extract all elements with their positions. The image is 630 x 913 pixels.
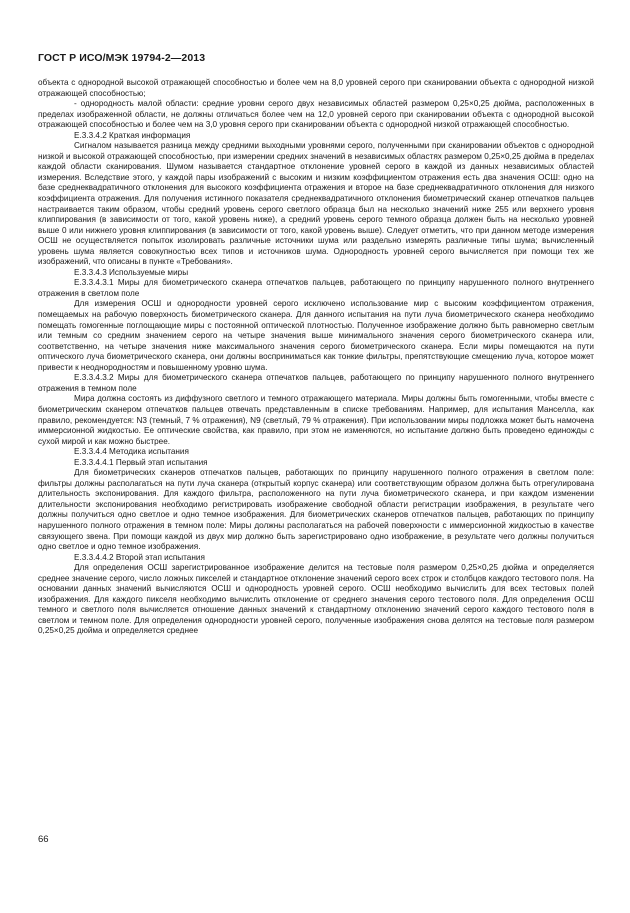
page-number: 66: [38, 834, 49, 845]
paragraph: Мира должна состоять из диффузного светлого и темного отражающего материала. Миры должны быть гомогенными, чтобы вместе с биометрическим сканером отпечатков пальцев отвечать представленным в списке требованиям. Например, для испытания Манселла, как правило, рекомендуется: N3 (темный, 7 % отражения), N9 (светлый, 79 % отражения). При использовании миры подложка может быть намочена иммерсионной жидкостью. Ее оптические свойства, как правило, при этом не изменяются, но испытание должно быть проведено единожды с сухой мирой и как можно быстрее.: [38, 394, 594, 446]
section-heading: Е.3.3.4.4 Методика испытания: [74, 447, 189, 457]
section-heading: Е.3.3.4.4.2 Второй этап испытания: [74, 552, 205, 562]
paragraph: объекта с однородной высокой отражающей способностью и более чем на 8,0 уровней серого при сканировании объекта с однородной низкой отражающей способностью;: [38, 78, 594, 98]
document-body: [38, 78, 594, 637]
paragraph: Для биометрических сканеров отпечатков пальцев, работающих по принципу нарушенного полного отражения в светлом поле: фильтры должны располагаться на пути луча сканера (открытый корпус сканера) или соответствующим образом должна быть отрегулирована длительность экспонирования. Для каждого фильтра, расположенного на пути луча биометрического сканера, и при каждом изменении длительности экспонирования необходимо регистрировать изображение свободной области регистрации изображения, в результате чего должны получиться одно светлое и одно темное изображения. Для биометрических сканеров отпечатков пальцев, работающих по принципу нарушенного полного отражения в темном поле: Миры должны располагаться на рабочей поверхности с иммерсионной жидкостью в качестве связующего звена. При помощи каждой из двух мир должно быть зарегистрировано одно изображение, в результате чего должны получиться одно светлое и одно темное изображения.: [38, 468, 594, 552]
paragraph: Для определения ОСШ зарегистрированное изображение делится на тестовые поля размером 0,25×0,25 дюйма и определяется среднее значение серого, число ложных пикселей и стандартное отклонение значений серого всех строк и столбцов каждого тестового поля. На основании данных значений вычисляются ОСШ и однородность уровней серого. ОСШ необходимо вычислить для всех тестовых полей изображения. Для каждого пикселя необходимо вычислить отклонение от среднего значения серого тестового поля. Для определения ОСШ темного и светлого поля вычисляется отношение данных значений к стандартному отклонению значений серого каждого тестового поля в светлом и темном поле. Для определения однородности уровней серого, полученные изображения снова делятся на тестовые поля размером 0,25×0,25 дюйма и определяется среднее: [38, 563, 594, 636]
section-heading: Е.3.3.4.3 Используемые миры: [74, 267, 189, 277]
subsection-heading: Е.3.3.4.3.2 Миры для биометрического сканера отпечатков пальцев, работающего по принципу нарушенного полного внутреннего отражения в темном поле: [38, 373, 594, 393]
paragraph: Для измерения ОСШ и однородности уровней серого исключено использование мир с высоким коэффициентом отражения, помещаемых на рабочую поверхность биометрического сканера. Для данного испытания на пути луча биометрического сканера необходимо помещать гомогенные поглощающие миры с постоянной оптической плотностью. Полученное изображение должно быть равномерно светлым или темным со средним значением серого на четыре значения выше минимального значения серого биометрического сканера или, соответственно, на четыре значения ниже максимального значения серого биометрического сканера. Если миры помещаются на пути оптического луча биометрического сканера, они должны восприниматься как тонкие фильтры, препятствующие смещению луча, которое может привести к неоднородностям и повышенному уровню шума.: [38, 299, 594, 372]
section-heading: Е.3.3.4.4.1 Первый этап испытания: [74, 457, 208, 467]
section-heading: Е.3.3.4.2 Краткая информация: [74, 130, 191, 140]
document-header: ГОСТ Р ИСО/МЭК 19794-2—2013: [38, 52, 206, 64]
paragraph: Сигналом называется разница между средними выходными уровнями серого, полученными при сканировании объектов с однородной низкой и высокой отражающей способностью, при измерении средних значений в независимых областях размером 0,25×0,25 дюйма в пределах каждой области сканирования. Шумом называется стандартное отклонение уровней серого в каждой из данных независимых областей измерения. Вследствие этого, у каждой пары изображений с высоким и низким коэффициентом отражения есть два значения ОСШ: одно на базе среднеквадратичного отклонения для высокого коэффициента отражения и второе на базе среднеквадратичного отклонения для низкого коэффициента отражения. Для получения истинного показателя среднеквадратичного отклонения биометрический сканер отпечатков пальцев настраивается таким образом, чтобы средний уровень серого светлого образца был на несколько значений ниже 255 или верхнего уровня клиппирования (в зависимости от того, какой уровень ниже), а средний уровень серого темного образца должен быть на несколько уровней выше 0 или нижнего уровня клиппирования (в зависимости от того, какой уровень выше). Следует отметить, что при данном методе измерения ОСШ не осуществляется попыток изолировать различные источники шума или раздельно измерять различные типы шума; вычисленный уровень шума является совокупностью всех типов и источников шума. Однородность уровней серого вычисляется при помощи тех же изображений, что описаны в пункте «Требования».: [38, 141, 594, 267]
paragraph: - однородность малой области: средние уровни серого двух независимых областей размером 0,25×0,25 дюйма, расположенных в пределах изображенной области, не должны отличаться более чем на 12,0 уровней серого при сканировании объекта с однородной высокой отражающей способностью и более чем на 3,0 уровня серого при сканировании объекта с однородной низкой отражающей способностью.: [38, 99, 594, 130]
subsection-heading: Е.3.3.4.3.1 Миры для биометрического сканера отпечатков пальцев, работающего по принципу нарушенного полного внутреннего отражения в светлом поле: [38, 278, 594, 298]
